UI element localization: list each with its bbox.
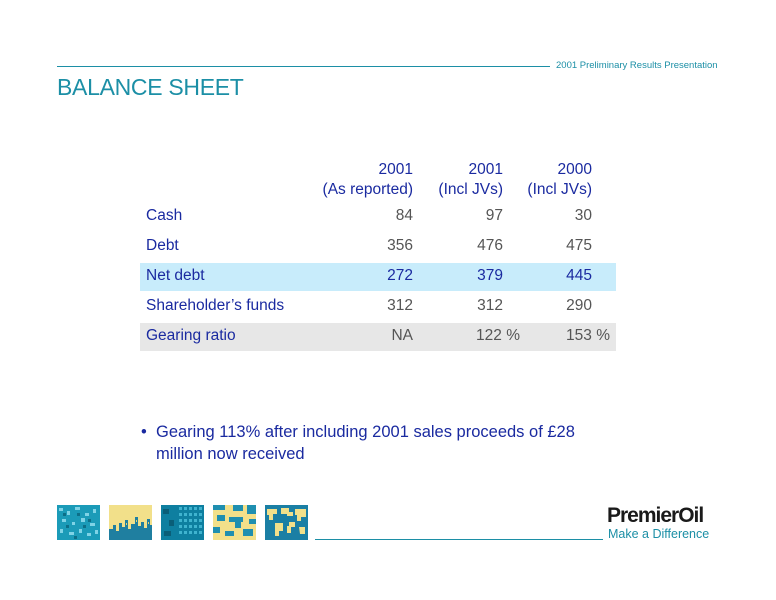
table-cell: 290 (566, 297, 592, 314)
table-row-cash (140, 203, 616, 231)
column-basis: (As reported) (322, 181, 413, 198)
map-pattern-tile-1 (213, 505, 256, 540)
presentation-subtitle: 2001 Preliminary Results Presentation (556, 60, 718, 71)
bullet-symbol: • (141, 423, 147, 441)
tagline: Make a Difference (608, 527, 710, 541)
grid-pattern-icon (161, 505, 204, 540)
row-label: Gearing ratio (146, 327, 236, 344)
grid-pattern-tile (161, 505, 204, 540)
table-cell: 379 (477, 267, 503, 284)
table-cell: 272 (387, 267, 413, 284)
column-basis: (Incl JVs) (527, 181, 592, 198)
row-label: Debt (146, 237, 179, 254)
row-label: Cash (146, 207, 183, 224)
city-skyline-tile (109, 505, 152, 540)
pixel-pattern-icon (57, 505, 100, 540)
table-cell: 30 (574, 207, 592, 224)
column-basis: (Incl JVs) (438, 181, 503, 198)
premier-oil-logo: PremierOil (607, 504, 704, 527)
bullet-text: Gearing 113% after including 2001 sales proceeds of £28 million now received (156, 423, 575, 463)
gearing-value: 153 (566, 327, 592, 344)
table-cell: 312 (477, 297, 503, 314)
world-map-icon (265, 505, 308, 540)
percent-unit: % (596, 327, 610, 344)
gearing-value: 122 (476, 327, 502, 344)
map-pattern-tile-2 (265, 505, 308, 540)
column-header-2000-jvs (527, 160, 592, 200)
table-cell: 312 (387, 297, 413, 314)
column-header-2001-jvs (438, 160, 503, 200)
bullet-point (141, 421, 621, 465)
header-rule (57, 66, 550, 67)
table-row-gearing-ratio (140, 323, 616, 351)
row-label: Net debt (146, 267, 205, 284)
table-cell: 475 (566, 237, 592, 254)
footer-rule (315, 539, 603, 540)
pixel-pattern-tile (57, 505, 100, 540)
page-title: BALANCE SHEET (57, 74, 244, 100)
table-row-net-debt (140, 263, 616, 291)
table-cell: NA (391, 327, 413, 344)
percent-unit: % (506, 327, 520, 344)
table-row-shareholders-funds (140, 293, 616, 321)
table-cell: 84 (395, 207, 413, 224)
column-header-2001-reported (323, 160, 413, 200)
column-year: 2001 (378, 161, 413, 178)
table-cell (476, 327, 520, 345)
table-cell: 445 (566, 267, 592, 284)
column-year: 2000 (557, 161, 592, 178)
city-skyline-icon (109, 505, 152, 540)
column-year: 2001 (468, 161, 503, 178)
table-cell: 476 (477, 237, 503, 254)
row-label: Shareholder’s funds (146, 297, 285, 314)
table-cell: 97 (485, 207, 503, 224)
table-cell: 356 (387, 237, 413, 254)
table-row-debt (140, 233, 616, 261)
map-pattern-icon (213, 505, 256, 540)
table-cell (566, 327, 610, 345)
